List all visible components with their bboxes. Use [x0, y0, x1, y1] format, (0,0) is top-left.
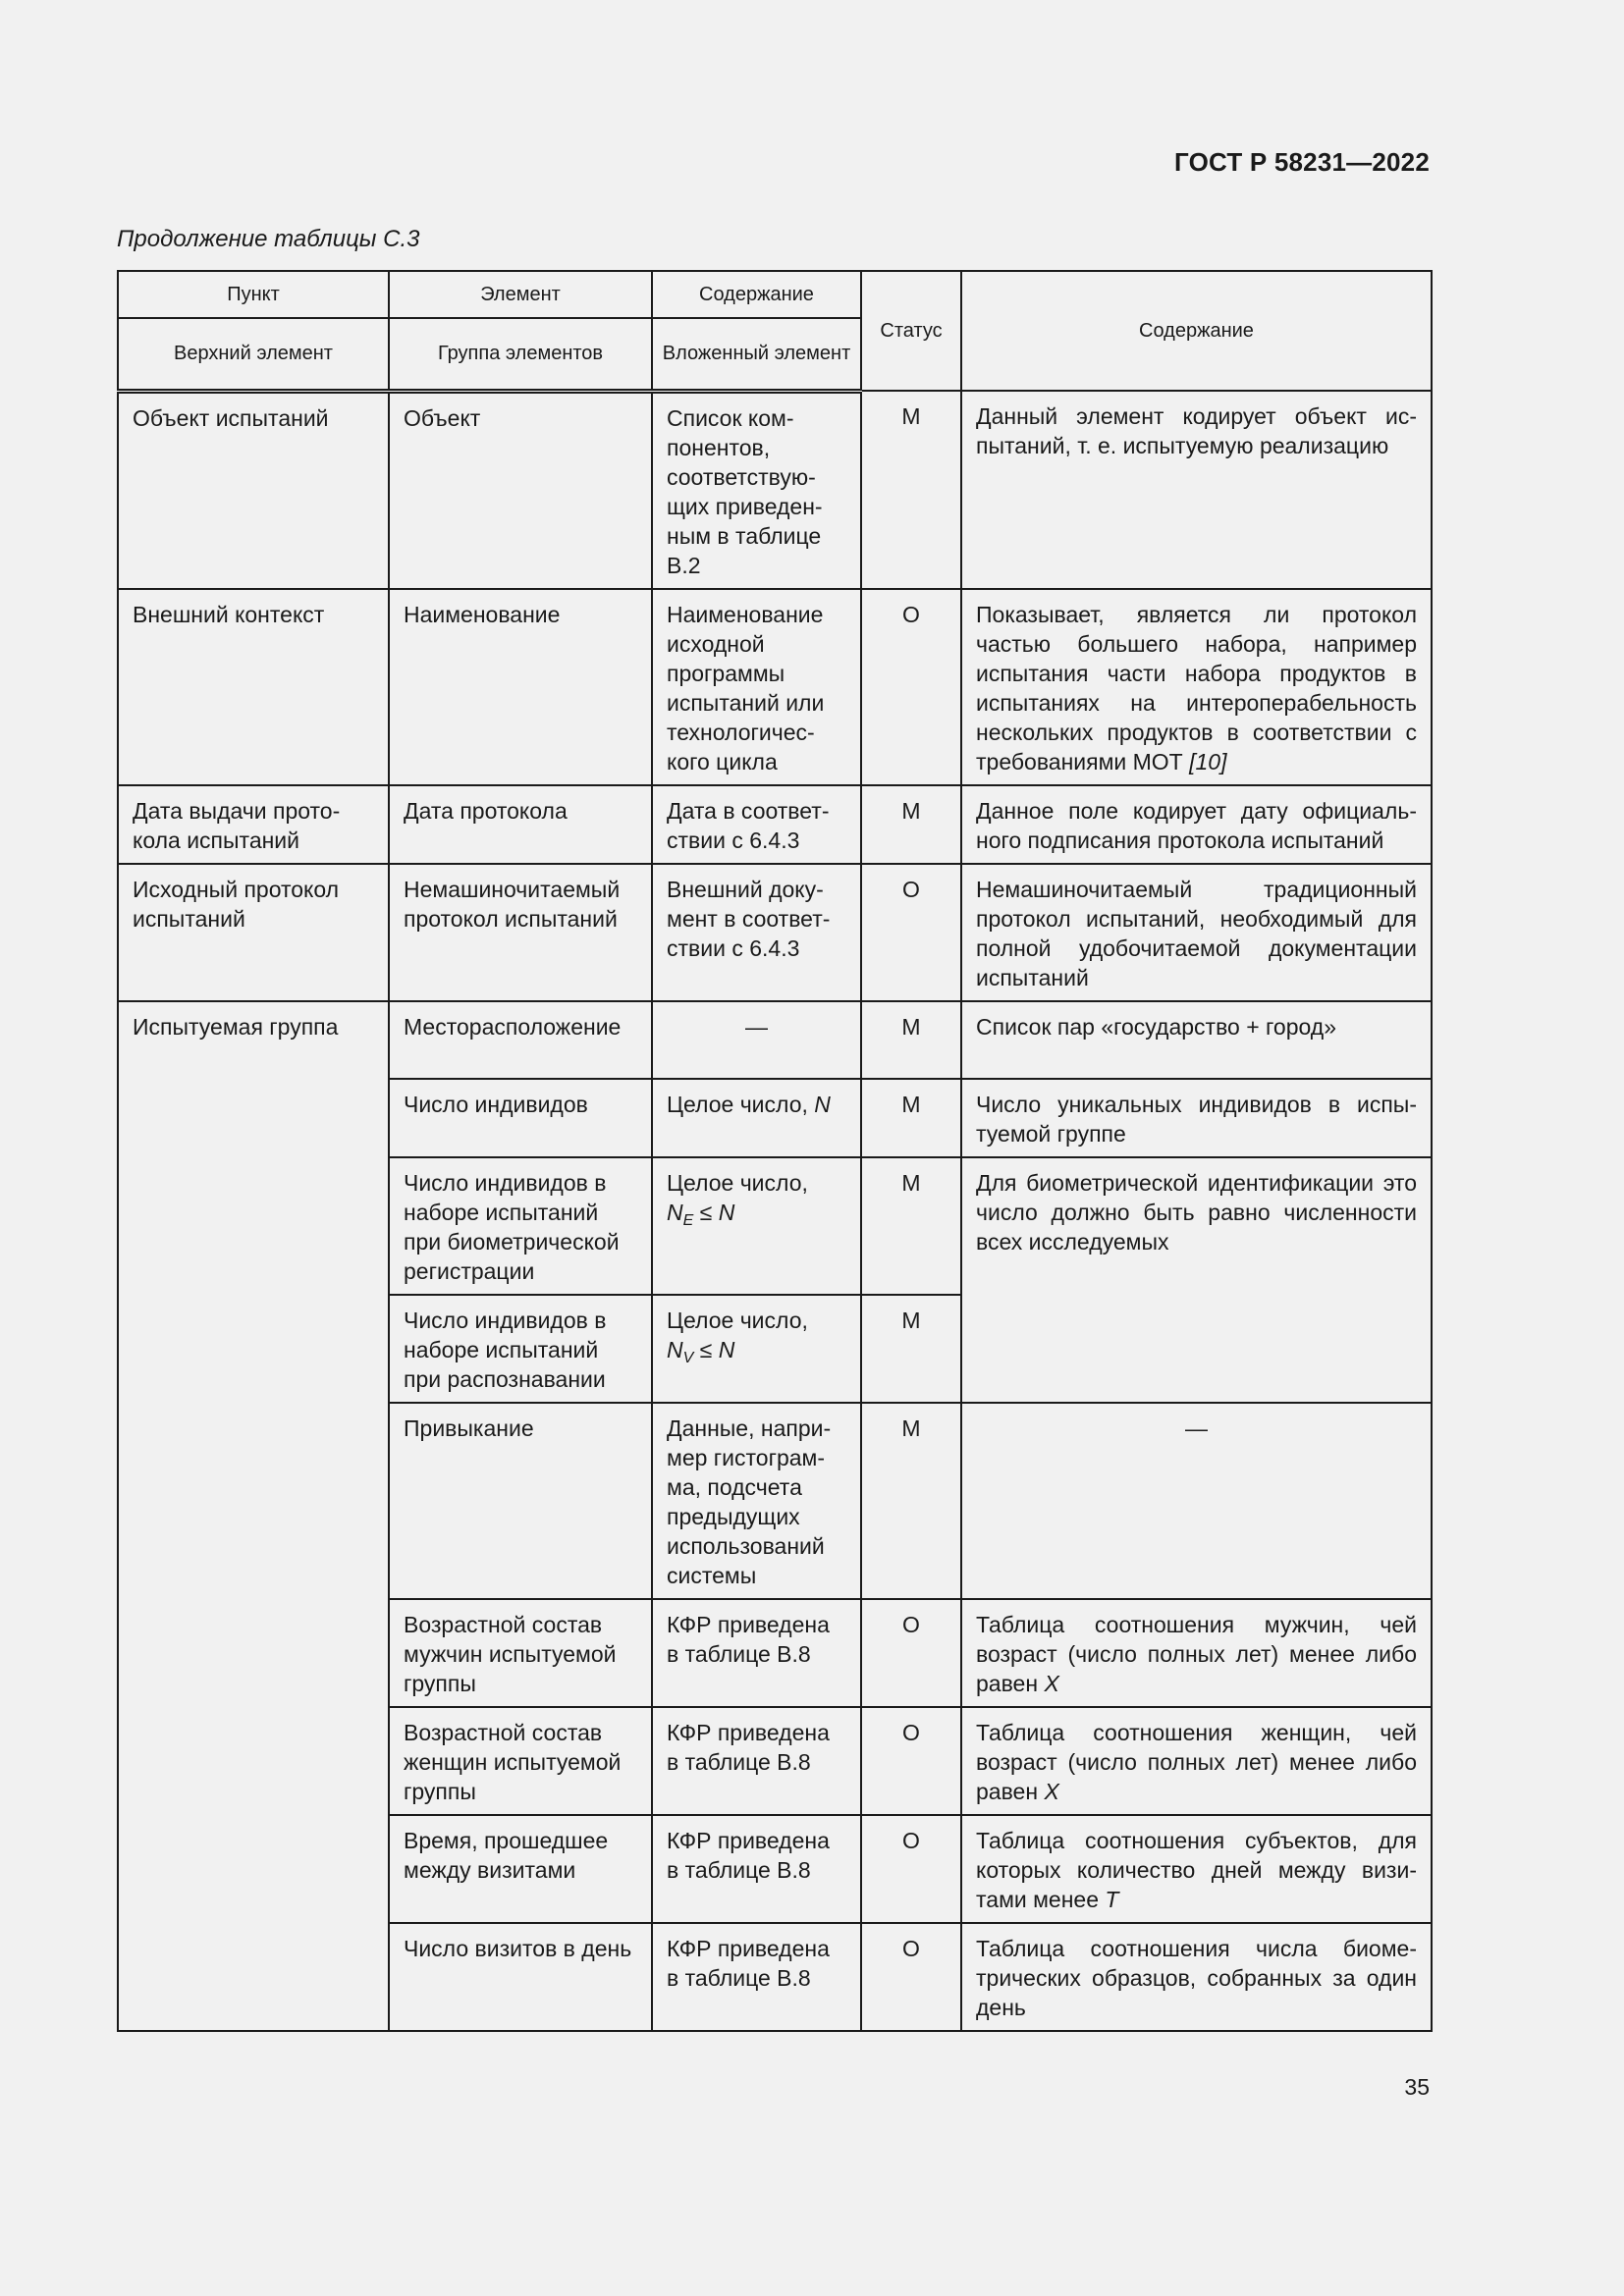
header-status: Статус — [861, 271, 961, 391]
cell-nested-text: Целое число, — [667, 1091, 815, 1117]
cell-nested: КФР приведена в таблице В.8 — [652, 1707, 861, 1815]
cell-nested: Список компонентов, соответствующих приведенным в таблице В.2 — [652, 391, 861, 589]
cell-content: Для биометрической идентификации это число должно быть равно численности всех исследуемых — [961, 1157, 1432, 1403]
cell-content — [961, 1599, 1432, 1707]
variable-x: X — [1044, 1778, 1059, 1804]
cell-content-text: Таблица соотношения женщин, чей возраст (число полных лет) менее либо равен — [976, 1719, 1417, 1804]
table-row — [118, 1001, 1432, 1079]
cell-item: Внешний контекст — [118, 589, 389, 785]
cell-status: М — [861, 785, 961, 864]
cell-group: Немашиночитаемый протокол испытаний — [389, 864, 652, 1001]
cell-group: Привыкание — [389, 1403, 652, 1599]
header-element: Элемент — [389, 271, 652, 318]
header-content: Содержание — [961, 271, 1432, 391]
cell-content — [961, 1815, 1432, 1923]
spec-table — [117, 270, 1433, 2032]
header-punkt: Пункт — [118, 271, 389, 318]
table-row — [118, 391, 1432, 589]
cell-status: М — [861, 391, 961, 589]
cell-group: Число индивидов в наборе испытаний при распознавании — [389, 1295, 652, 1403]
subscript-e: E — [682, 1211, 694, 1229]
table-row — [118, 785, 1432, 864]
variable-x: X — [1044, 1670, 1059, 1696]
cell-nested: Внешний документ в соответствии с 6.4.3 — [652, 864, 861, 1001]
cell-content: Немашиночитаемый традиционный протокол испытаний, необходимый для полной удобочитаемой документации испытаний — [961, 864, 1432, 1001]
document-code: ГОСТ Р 58231—2022 — [1174, 147, 1430, 177]
table-row — [118, 589, 1432, 785]
cell-group: Наименование — [389, 589, 652, 785]
relation-sign: ≤ — [693, 1199, 719, 1225]
cell-content: — — [961, 1403, 1432, 1599]
cell-status: М — [861, 1001, 961, 1079]
cell-content: Таблица соотношения числа биометрических образцов, собранных за один день — [961, 1923, 1432, 2031]
reference-link: [10] — [1189, 748, 1227, 774]
cell-group: Месторасположение — [389, 1001, 652, 1079]
cell-group: Объект — [389, 391, 652, 589]
cell-status: О — [861, 1707, 961, 1815]
cell-group: Число индивидов — [389, 1079, 652, 1157]
variable-n: N — [814, 1091, 831, 1117]
cell-content-text: Показывает, является ли протокол частью большего набора, например испытания части набора продуктов в испытаниях на интероперабельность нескольких продуктов в соответствии с требованиями МОТ — [976, 601, 1417, 774]
cell-status: О — [861, 864, 961, 1001]
subscript-v: V — [682, 1349, 694, 1366]
cell-content: Список пар «государство + город» — [961, 1001, 1432, 1079]
header-element-group: Группа элементов — [389, 318, 652, 391]
cell-nested: Наименование исходной программы испытаний или технологического цикла — [652, 589, 861, 785]
cell-status: О — [861, 589, 961, 785]
cell-group: Возрастной состав мужчин испытуемой группы — [389, 1599, 652, 1707]
cell-item: Дата выдачи протокола испытаний — [118, 785, 389, 864]
cell-nested — [652, 1079, 861, 1157]
cell-status: О — [861, 1599, 961, 1707]
cell-content — [961, 1707, 1432, 1815]
cell-group: Число индивидов в наборе испытаний при биометрической регистрации — [389, 1157, 652, 1295]
cell-status: О — [861, 1815, 961, 1923]
cell-status: М — [861, 1295, 961, 1403]
cell-content: Данное поле кодирует дату официального подписания протокола испытаний — [961, 785, 1432, 864]
variable-n: N — [718, 1199, 735, 1225]
cell-item: Объект испытаний — [118, 391, 389, 589]
cell-content — [961, 589, 1432, 785]
cell-nested: КФР приведена в таблице В.8 — [652, 1599, 861, 1707]
cell-group: Число визитов в день — [389, 1923, 652, 2031]
variable-n: N — [667, 1336, 683, 1362]
variable-n: N — [667, 1199, 683, 1225]
cell-status: М — [861, 1157, 961, 1295]
cell-nested: КФР приведена в таблице В.8 — [652, 1923, 861, 2031]
cell-nested: — — [652, 1001, 861, 1079]
cell-item: Испытуемая группа — [118, 1001, 389, 2031]
variable-n: N — [718, 1336, 735, 1362]
cell-nested: КФР приведена в таблице В.8 — [652, 1815, 861, 1923]
cell-group: Время, прошедшее между визитами — [389, 1815, 652, 1923]
header-nested-element: Вложенный элемент — [652, 318, 861, 391]
cell-status: О — [861, 1923, 961, 2031]
cell-status: М — [861, 1403, 961, 1599]
cell-nested — [652, 1295, 861, 1403]
table-row — [118, 864, 1432, 1001]
cell-nested: Дата в соответствии с 6.4.3 — [652, 785, 861, 864]
header-top-element: Верхний элемент — [118, 318, 389, 391]
cell-nested-text: Целое число, — [667, 1169, 808, 1196]
variable-t: T — [1105, 1886, 1119, 1912]
cell-nested-text: Целое число, — [667, 1307, 808, 1333]
cell-content-text: Таблица соотношения мужчин, чей возраст (число полных лет) менее либо равен — [976, 1611, 1417, 1696]
cell-content: Данный элемент кодирует объект испытаний, т. е. испытуемую реализацию — [961, 391, 1432, 589]
cell-content-text: Таблица соотношения субъектов, для которых количество дней между визитами менее — [976, 1827, 1417, 1912]
header-content-top: Содержание — [652, 271, 861, 318]
cell-item: Исходный протокол испытаний — [118, 864, 389, 1001]
cell-group: Возрастной состав женщин испытуемой группы — [389, 1707, 652, 1815]
cell-content: Число уникальных индивидов в испытуемой группе — [961, 1079, 1432, 1157]
cell-status: М — [861, 1079, 961, 1157]
page-number: 35 — [1404, 2074, 1430, 2100]
cell-nested — [652, 1157, 861, 1295]
cell-group: Дата протокола — [389, 785, 652, 864]
cell-nested: Данные, например гистограмма, подсчета предыдущих использований системы — [652, 1403, 861, 1599]
table-caption: Продолжение таблицы С.3 — [117, 226, 420, 252]
relation-sign: ≤ — [693, 1336, 719, 1362]
